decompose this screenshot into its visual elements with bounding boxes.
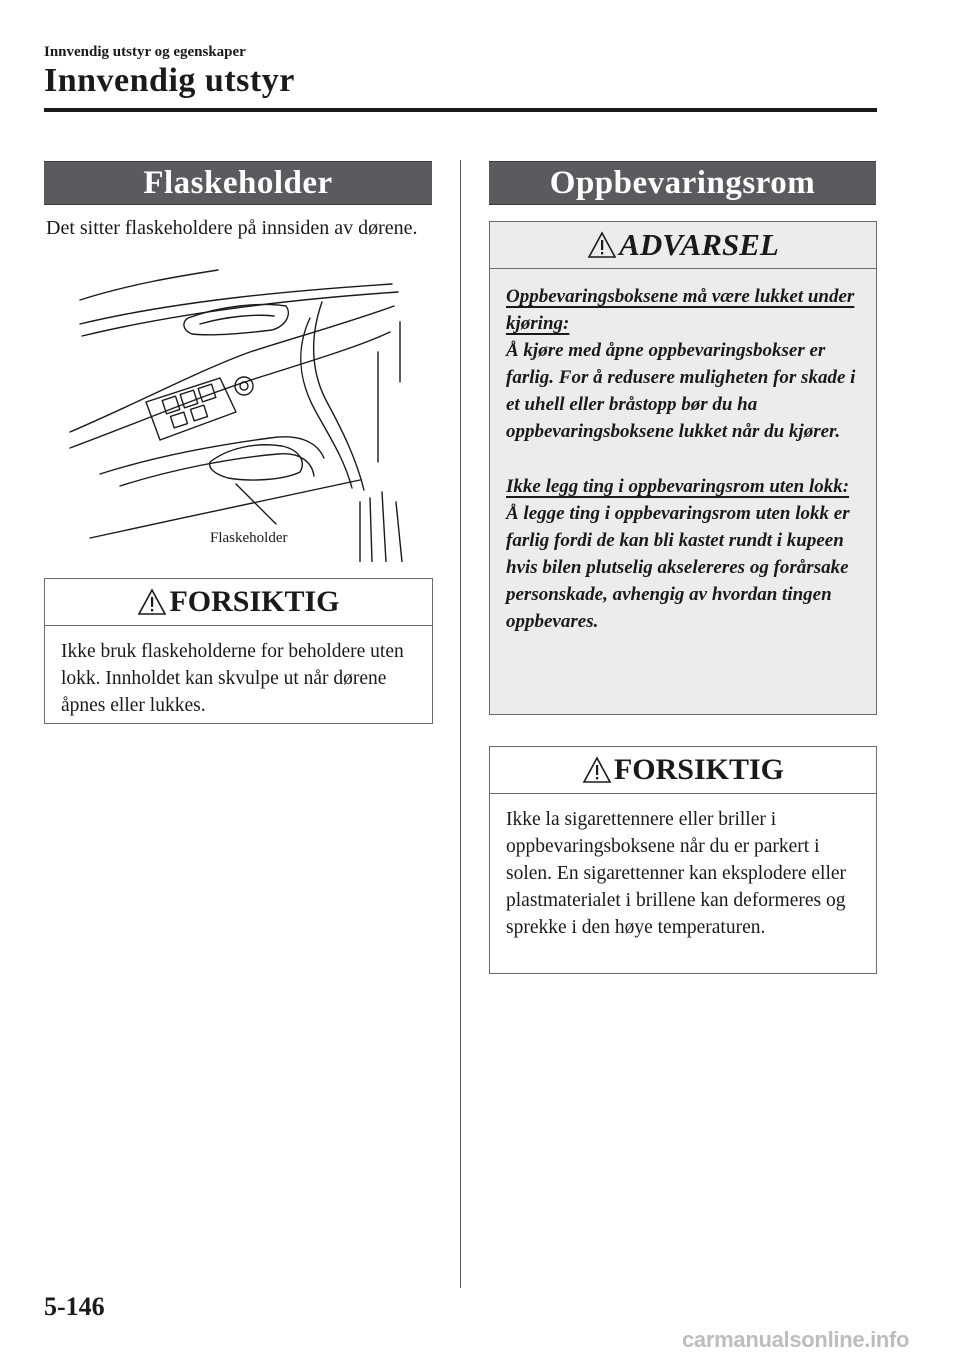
page-number: 5-146 xyxy=(44,1292,105,1321)
header-rule xyxy=(44,108,877,112)
breadcrumb: Innvendig utstyr og egenskaper xyxy=(44,44,246,60)
caution-heading-text: FORSIKTIG xyxy=(613,753,785,786)
warning-text-1: Å kjøre med åpne oppbevaringsbokser er farlig. For å redusere muligheten for skade i et uhell eller bråstopp bør du ha oppbevaringsboksene lukket når du kjører. xyxy=(506,340,856,442)
watermark: carmanualsonline.info xyxy=(682,1327,910,1352)
caution-heading xyxy=(45,579,432,626)
caution-box-right xyxy=(489,746,877,974)
warning-triangle-icon xyxy=(582,756,612,784)
warning-text-2: Å legge ting i oppbevaringsrom uten lokk er farlig fordi de kan bli kastet rundt i kupeen hvis bilen plutselig akselereres og forårsake personskade, avhengig av hvordan tingen oppbevares. xyxy=(506,503,850,632)
caution-box-left xyxy=(44,578,433,724)
warning-heading xyxy=(490,222,876,269)
warning-box xyxy=(489,221,877,715)
section-title-bottle-holder: Flaskeholder xyxy=(44,161,432,205)
caution-text: Ikke bruk flaskeholderne for beholdere uten lokk. Innholdet kan skvulpe ut når dørene åpnes eller lukkes. xyxy=(61,641,404,716)
column-divider xyxy=(460,160,461,1288)
figure-label: Flaskeholder xyxy=(210,530,288,546)
intro-text: Det sitter flaskeholdere på innsiden av dørene. xyxy=(46,217,418,239)
caution-heading-text: FORSIKTIG xyxy=(169,585,340,618)
warning-triangle-icon xyxy=(587,231,617,259)
caution-heading xyxy=(490,747,876,794)
warning-triangle-icon xyxy=(137,588,167,616)
warning-subtitle-1: Oppbevaringsboksene må være lukket under kjøring: xyxy=(506,286,855,334)
door-panel-illustration xyxy=(60,262,420,562)
caution-text: Ikke la sigarettennere eller briller i oppbevaringsboksene når du er parkert i solen. En sigarettenner kan eksplodere eller plastmaterialet i brillene kan deformeres og sprekke i den høye temperaturen. xyxy=(506,809,847,938)
warning-subtitle-2: Ikke legg ting i oppbevaringsrom uten lokk: xyxy=(506,476,850,497)
warning-heading-text: ADVARSEL xyxy=(619,227,779,262)
chapter-title: Innvendig utstyr xyxy=(44,62,295,99)
section-title-storage: Oppbevaringsrom xyxy=(489,161,876,205)
